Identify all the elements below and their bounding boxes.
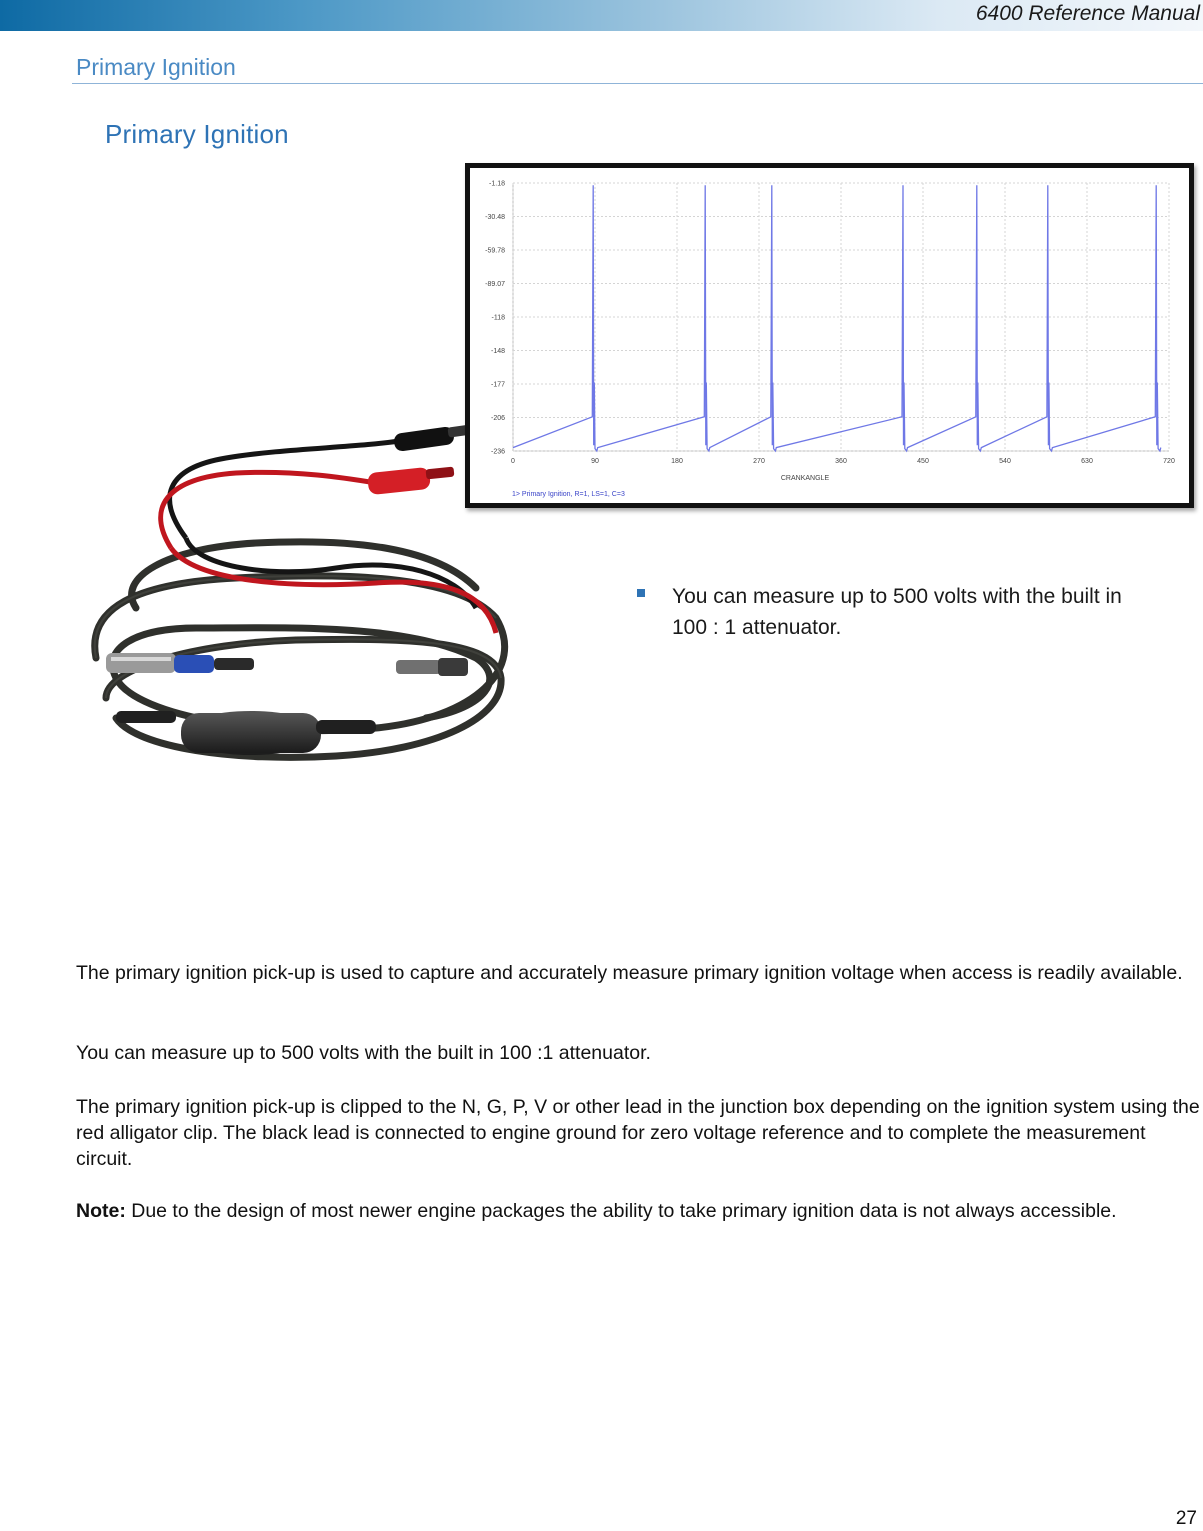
- bullet-icon: [637, 589, 645, 597]
- waveform-chart: [465, 163, 1194, 508]
- section-title: Primary Ignition: [76, 54, 236, 80]
- y-tick-label: -30.48: [485, 214, 505, 221]
- paragraph-intro: The primary ignition pick-up is used to capture and accurately measure primary ignition voltage when access is readily available.: [76, 962, 1183, 984]
- waveform-plot: [470, 168, 1189, 503]
- note-paragraph: [76, 1198, 1201, 1224]
- y-tick-label: -206: [490, 415, 505, 422]
- paragraph-connection: The primary ignition pick-up is clipped to the N, G, P, V or other lead in the junction box depending on the ignition system using the red alligator clip. The black lead is connected to engine ground for zero voltage reference and to complete the measurement circuit.: [76, 1096, 1200, 1170]
- paragraph-attenuator: You can measure up to 500 volts with the built in 100 :1 attenuator.: [76, 1042, 651, 1064]
- x-tick-label: 360: [835, 458, 847, 465]
- y-tick-label: -177: [490, 381, 505, 389]
- section-divider: [72, 83, 1203, 84]
- x-tick-label: 270: [753, 458, 765, 465]
- x-tick-label: 630: [1081, 458, 1093, 465]
- y-tick-label: -236: [490, 448, 505, 456]
- slide-bullet-text: You can measure up to 500 volts with the built in 100 : 1 attenuator.: [672, 585, 1122, 639]
- header-bar: [0, 0, 1203, 31]
- note-text: Due to the design of most newer engine packages the ability to take primary ignition data is not always accessible.: [125, 1200, 1117, 1222]
- primary-ignition-trace: [513, 185, 1161, 451]
- x-tick-label: 180: [671, 458, 683, 465]
- x-tick-label: 720: [1163, 458, 1175, 465]
- x-tick-label: 450: [917, 458, 929, 465]
- y-tick-label: -59.78: [485, 247, 505, 255]
- manual-title: 6400 Reference Manual: [975, 2, 1200, 25]
- note-label: Note:: [76, 1200, 126, 1222]
- page-number: 27: [1175, 1508, 1197, 1529]
- probe-cable-image: [76, 378, 516, 798]
- x-axis-label: CRANKANGLE: [780, 475, 830, 482]
- slide-title: Primary Ignition: [105, 119, 289, 149]
- y-tick-label: -118: [491, 314, 505, 322]
- y-tick-label: -148: [490, 348, 505, 355]
- chart-legend: 1> Primary Ignition, R=1, LS=1, C=3: [512, 491, 625, 498]
- y-tick-label: -89.07: [485, 281, 505, 288]
- x-tick-label: 90: [591, 458, 599, 465]
- x-tick-label: 540: [999, 458, 1011, 465]
- y-tick-label: -1.18: [489, 180, 505, 188]
- x-tick-label: 0: [511, 458, 515, 465]
